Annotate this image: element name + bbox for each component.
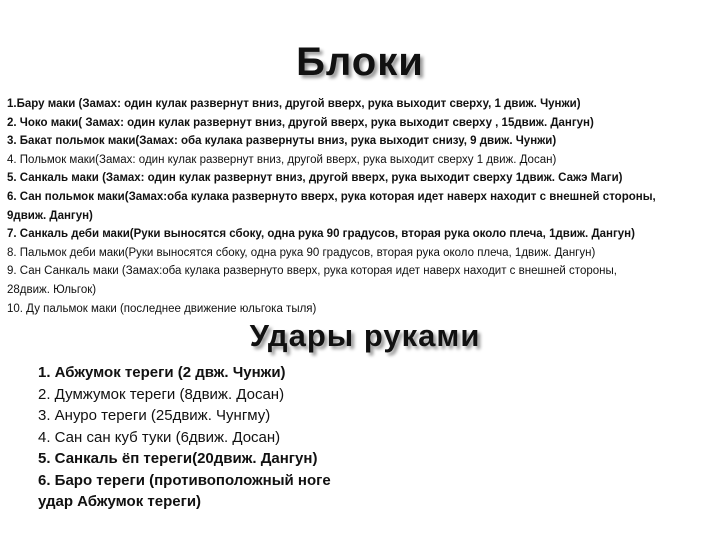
list-item: 5. Санкаль ёп тереги(20движ. Дангун) bbox=[38, 450, 318, 467]
list-item-continuation: удар Абжумок тереги) bbox=[38, 493, 202, 510]
blocks-list bbox=[7, 95, 713, 318]
list-item-continuation: 9движ. Дангун) bbox=[7, 209, 93, 222]
list-item: 8. Пальмок деби маки(Руки выносятся сбоку, одна рука 90 градусов, вторая рука около плеча, 1движ. Дангун) bbox=[7, 246, 596, 259]
list-item: 3. Бакат польмок маки(Замах: оба кулака развернуты вниз, рука выходит снизу, 9 движ. Чунжи) bbox=[7, 135, 557, 148]
list-item: 6. Сан польмок маки(Замах:оба кулака развернуто вверх, рука которая идет наверх находит с внешней стороны, bbox=[7, 190, 656, 203]
list-item: 1. Абжумок тереги (2 двж. Чунжи) bbox=[38, 364, 286, 381]
list-item: 6. Баро тереги (противоположный ноге bbox=[38, 471, 331, 489]
strikes-list bbox=[38, 362, 698, 513]
list-item: 4. Польмок маки(Замах: один кулак развернут вниз, другой вверх, рука выходит сверху 1 движ. Досан) bbox=[7, 153, 557, 166]
list-item: 9. Сан Санкаль маки (Замах:оба кулака развернуто вверх, рука которая идет наверх находит с внешней стороны, bbox=[7, 265, 617, 278]
list-item: 10. Ду пальмок маки (последнее движение юльгока тыля) bbox=[7, 302, 317, 315]
list-item: 5. Санкаль маки (Замах: один кулак развернут вниз, другой вверх, рука выходит сверху 1движ. Сажэ Маги) bbox=[7, 172, 623, 185]
list-item: 2. Думжумок тереги (8движ. Досан) bbox=[38, 385, 285, 403]
list-item-continuation: 28движ. Юльгок) bbox=[7, 283, 97, 296]
section-title: Удары руками bbox=[249, 318, 481, 353]
list-item: 4. Сан сан куб туки (6движ. Досан) bbox=[38, 428, 281, 446]
list-item: 7. Санкаль деби маки(Руки выносятся сбоку, одна рука 90 градусов, вторая рука около плеча, 1движ. Дангун) bbox=[7, 228, 635, 241]
page-title: Блоки bbox=[296, 40, 424, 84]
list-item: 3. Ануро тереги (25движ. Чунгму) bbox=[38, 407, 271, 424]
list-item: 1.Бару маки (Замах: один кулак развернут вниз, другой вверх, рука выходит сверху, 1 движ. Чунжи) bbox=[7, 98, 581, 110]
list-item: 2. Чоко маки( Замах: один кулак развернут вниз, другой вверх, рука выходит сверху , 15движ. Дангун) bbox=[7, 116, 594, 129]
